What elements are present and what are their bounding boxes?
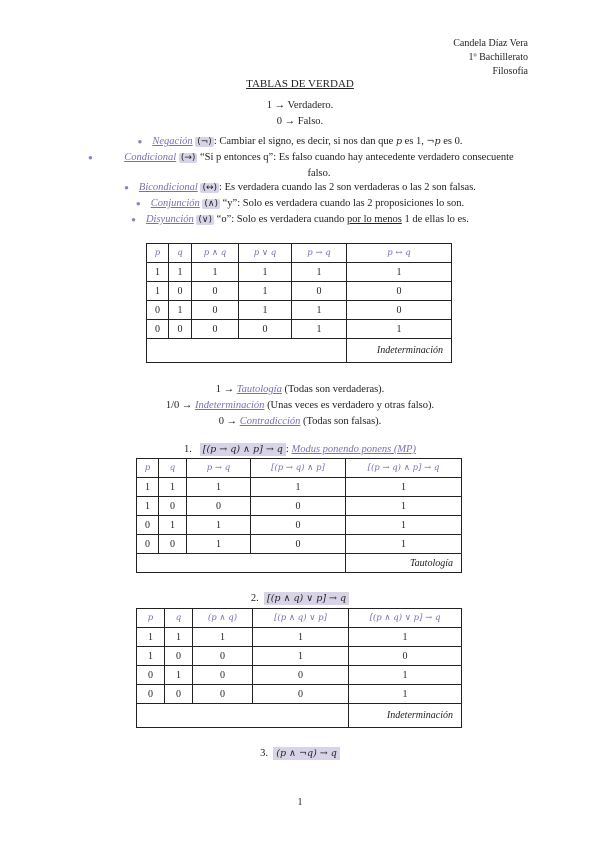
column-header: q <box>165 609 193 628</box>
column-header: p ↔ q <box>347 244 452 263</box>
bullet-icon: ● <box>135 199 141 208</box>
subject-label: Filosofía <box>492 66 528 77</box>
column-header: p <box>147 244 169 263</box>
link-indeterminacion[interactable]: Indeterminación <box>195 400 265 411</box>
truth-table-exercise-1 <box>136 458 462 573</box>
link-condicional[interactable]: Condicional <box>124 152 177 163</box>
column-header: p → q <box>187 459 251 478</box>
table-row: 1 0 0 1 0 0 <box>147 282 452 301</box>
def-disyuncion: ● Disyunción (∨) “o”: Solo es verdadera cuando por lo menos 1 de ellas lo es. <box>131 214 469 225</box>
course-label: 1º Bachillerato <box>468 52 528 63</box>
bullet-icon: ● <box>88 153 93 162</box>
def-conjuncion: ● Conjunción (∧) “y”: Solo es verdadera cuando las 2 proposiciones lo son. <box>135 198 465 209</box>
table-row: 0 1 1 0 1 <box>137 516 462 535</box>
table-row: 1 0 0 1 0 <box>137 647 462 666</box>
exercise-1-title: 1. [(p → q) ∧ p] → q : Modus ponendo ponens (MP) <box>184 444 416 455</box>
table-row: 1 1 1 1 1 <box>137 628 462 647</box>
formula: [(p → q) ∧ p] → q <box>200 443 286 456</box>
column-header: [(p ∧ q) ∨ p] <box>253 609 349 628</box>
table-header-row <box>137 609 462 628</box>
page-number: 1 <box>297 797 303 808</box>
table-header-row <box>147 244 452 263</box>
link-modus-ponens[interactable]: Modus ponendo ponens (MP) <box>291 444 416 455</box>
column-header: q <box>169 244 192 263</box>
value-true: 1 → Verdadero. <box>266 100 334 111</box>
exercise-2-title: 2. [(p ∧ q) ∨ p] → q <box>0 593 600 604</box>
truth-table-exercise-2 <box>136 608 462 728</box>
link-contradiccion[interactable]: Contradicción <box>239 416 301 427</box>
table-row: 1 1 1 1 1 1 <box>147 263 452 282</box>
result-label: Tautología <box>346 554 462 573</box>
table-header-row <box>137 459 462 478</box>
link-disyuncion[interactable]: Disyunción <box>145 214 194 225</box>
column-header: (p ∧ q) <box>193 609 253 628</box>
column-header: p ∧ q <box>192 244 239 263</box>
column-header: q <box>159 459 187 478</box>
bullet-icon: ● <box>124 183 129 192</box>
table-result-row <box>147 339 452 363</box>
document-header <box>453 37 528 79</box>
def-condicional: ● Condicional (→) “Si p entonces q”: Es falso cuando hay antecedente verdadero consecuente falso. <box>88 152 514 179</box>
table-result-row <box>137 554 462 573</box>
formula: [(p ∧ q) ∨ p] → q <box>264 592 349 605</box>
type-contradiccion: 0 → Contradicción (Todas son falsas). <box>218 416 382 427</box>
column-header: p → q <box>292 244 347 263</box>
link-negacion[interactable]: Negación <box>152 136 193 147</box>
result-label: Indeterminación <box>349 704 462 728</box>
def-negacion: ● Negación (¬) : Cambiar el signo, es decir, si nos dan que p es 1, ¬p es 0. <box>137 136 463 147</box>
link-bicondicional[interactable]: Bicondicional <box>138 182 198 193</box>
page-title: TABLAS DE VERDAD <box>246 78 354 90</box>
def-bicondicional: ● Bicondicional (↔) : Es verdadera cuando las 2 son verdaderas o las 2 son falsas. <box>124 182 476 193</box>
column-header: p <box>137 609 165 628</box>
author-name: Candela Díaz Vera <box>453 38 528 49</box>
column-header: [(p → q) ∧ p] → q <box>346 459 462 478</box>
table-row: 0 0 0 0 1 <box>137 685 462 704</box>
column-header: p ∨ q <box>239 244 292 263</box>
truth-table-connectives <box>146 243 452 363</box>
bullet-icon: ● <box>131 215 136 224</box>
column-header: p <box>137 459 159 478</box>
table-row: 0 1 0 1 1 0 <box>147 301 452 320</box>
value-false: 0 → Falso. <box>276 116 324 127</box>
exercise-3-title: 3. (p ∧ ¬q) → q <box>0 748 600 759</box>
table-row: 0 0 0 0 1 1 <box>147 320 452 339</box>
bullet-icon: ● <box>137 137 143 146</box>
table-row: 0 0 1 0 1 <box>137 535 462 554</box>
link-conjuncion[interactable]: Conjunción <box>150 198 200 209</box>
link-tautologia[interactable]: Tautología <box>236 384 282 395</box>
column-header: [(p ∧ q) ∨ p] → q <box>349 609 462 628</box>
column-header: [(p → q) ∧ p] <box>251 459 346 478</box>
table-row: 1 0 0 0 1 <box>137 497 462 516</box>
type-tautologia: 1 → Tautología (Todas son verdaderas). <box>215 384 385 395</box>
table-row: 1 1 1 1 1 <box>137 478 462 497</box>
formula: (p ∧ ¬q) → q <box>273 747 340 760</box>
table-row: 0 1 0 0 1 <box>137 666 462 685</box>
table-result-row <box>137 704 462 728</box>
type-indeterminacion: 1/0 → Indeterminación (Unas veces es verdadero y otras falso). <box>165 400 435 411</box>
result-label: Indeterminación <box>347 339 452 363</box>
